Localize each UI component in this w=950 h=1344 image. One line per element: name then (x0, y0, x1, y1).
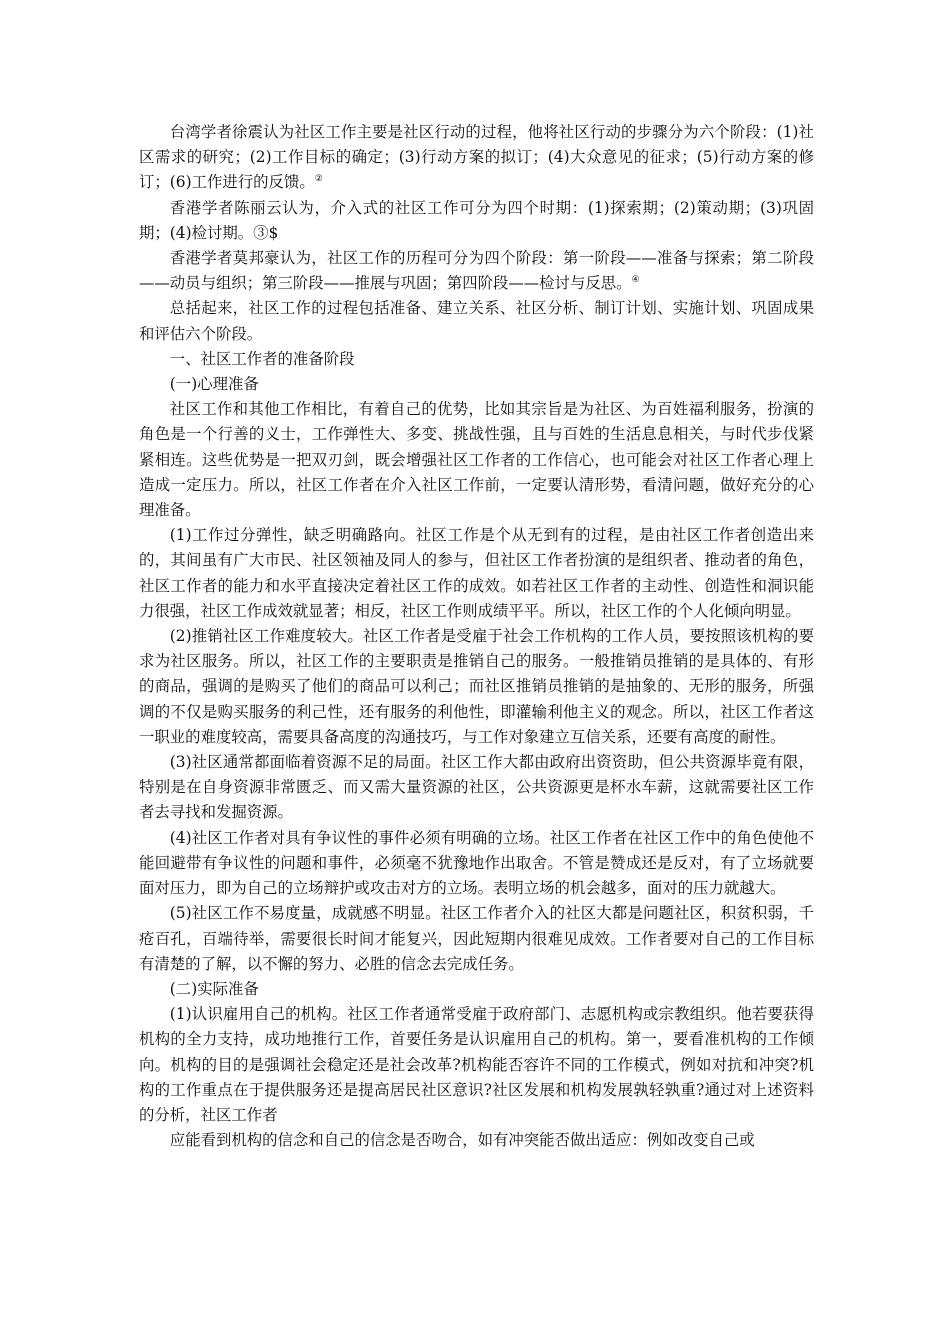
paragraph-text: (5)社区工作不易度量，成就感不明显。社区工作者介入的社区大都是问题社区，积贫积弱，千疮百孔，百端待举，需要很长时间才能复兴，因此短期内很难见成效。工作者要对自己的工作目标有清楚的了解，以不懈的努力、必胜的信念去完成任务。 (139, 904, 814, 973)
paragraph-mo-banghao (139, 246, 814, 296)
paragraph-practical-continued (139, 1128, 814, 1153)
paragraph-point-5 (139, 901, 814, 977)
section-heading (139, 347, 814, 372)
paragraph-text: 香港学者莫邦豪认为，社区工作的历程可分为四个阶段：第一阶段——准备与探索；第二阶段——动员与组织；第三阶段——推展与巩固；第四阶段——检讨与反思。 (139, 249, 814, 293)
paragraph-chen-liyun (139, 196, 814, 246)
section-heading-text: 一、社区工作者的准备阶段 (169, 349, 355, 368)
paragraph-text: (2)推销社区工作难度较大。社区工作者是受雇于社会工作机构的工作人员，要按照该机构的要求为社区服务。所以，社区工作的主要职责是推销自己的服务。一般推销员推销的是具体的、有形的商品，强调的是购买了他们的商品可以利己；而社区推销员推销的是抽象的、无形的服务，所强调的不仅是购买服务的利己性，还有服务的利他性，即灌输利他主义的观念。所以，社区工作者这一职业的难度较高，需要具备高度的沟通技巧，与工作对象建立互信关系，还要有高度的耐性。 (139, 627, 814, 746)
subsection-heading-text: (一)心理准备 (169, 375, 259, 394)
paragraph-point-4 (139, 826, 814, 902)
paragraph-text: (3)社区通常都面临着资源不足的局面。社区工作大都由政府出资资助，但公共资源毕竟有限，特别是在自身资源非常匮乏、而又需大量资源的社区，公共资源更是杯水车薪，这就需要社区工作者去寻找和发掘资源。 (139, 753, 814, 822)
paragraph-text: 台湾学者徐震认为社区工作主要是社区行动的过程，他将社区行动的步骤分为六个阶段：(1)社区需求的研究；(2)工作目标的确定；(3)行动方案的拟订；(4)大众意见的征求；(5)行动方案的修订；(6)工作进行的反馈。 (139, 123, 814, 192)
paragraph-practical-1 (139, 1002, 814, 1128)
paragraph-text: 总括起来，社区工作的过程包括准备、建立关系、社区分析、制订计划、实施计划、巩固成果和评估六个阶段。 (139, 299, 814, 343)
paragraph-summary (139, 296, 814, 346)
footnote-marker: ② (314, 174, 323, 185)
document-body (139, 120, 814, 1153)
paragraph-point-1 (139, 523, 814, 624)
paragraph-psychological-intro (139, 397, 814, 523)
paragraph-text: (1)工作过分弹性，缺乏明确路向。社区工作是个从无到有的过程，是由社区工作者创造出来的，其间虽有广大市民、社区领袖及同人的参与，但社区工作者扮演的是组织者、推动者的角色，社区工作者的能力和水平直接决定着社区工作的成效。如若社区工作者的主动性、创造性和洞识能力很强，社区工作成效就显著；相反，社区工作则成绩平平。所以，社区工作的个人化倾向明显。 (139, 526, 814, 620)
footnote-marker: ④ (631, 275, 640, 286)
paragraph-point-2 (139, 624, 814, 750)
subsection-heading-practical (139, 977, 814, 1002)
paragraph-text: 社区工作和其他工作相比，有着自己的优势，比如其宗旨是为社区、为百姓福利服务，扮演的角色是一个行善的义士，工作弹性大、多变、挑战性强，且与百姓的生活息息相关，与时代步伐紧紧相连。这些优势是一把双刃剑，既会增强社区工作者的工作信心，也可能会对社区工作者心理上造成一定压力。所以，社区工作者在介入社区工作前，一定要认清形势，看清问题，做好充分的心理准备。 (139, 400, 814, 520)
subsection-heading-text: (二)实际准备 (169, 979, 259, 998)
paragraph-point-3 (139, 750, 814, 826)
paragraph-text: (4)社区工作者对具有争议性的事件必须有明确的立场。社区工作者在社区工作中的角色使他不能回避带有争议性的问题和事件，必须毫不犹豫地作出取舍。不管是赞成还是反对，有了立场就要面对压力，即为自己的立场辩护或攻击对方的立场。表明立场的机会越多，面对的压力就越大。 (139, 828, 814, 898)
paragraph-text: 应能看到机构的信念和自己的信念是否吻合，如有冲突能否做出适应：例如改变自己或 (169, 1131, 755, 1150)
paragraph-xu-zhen (139, 120, 814, 196)
subsection-heading-psychological (139, 372, 814, 397)
paragraph-text: (1)认识雇用自己的机构。社区工作者通常受雇于政府部门、志愿机构或宗教组织。他若要获得机构的全力支持，成功地推行工作，首要任务是认识雇用自己的机构。第一，要看准机构的工作倾向。机构的目的是强调社会稳定还是社会改革?机构能否容许不同的工作模式，例如对抗和冲突?机构的工作重点在于提供服务还是提高居民社区意识?社区发展和机构发展孰轻孰重?通过对上述资料的分析，社区工作者 (139, 1005, 814, 1124)
paragraph-text: 香港学者陈丽云认为，介入式的社区工作可分为四个时期：(1)探索期；(2)策动期；(3)巩固期；(4)检讨期。③$ (139, 198, 814, 242)
